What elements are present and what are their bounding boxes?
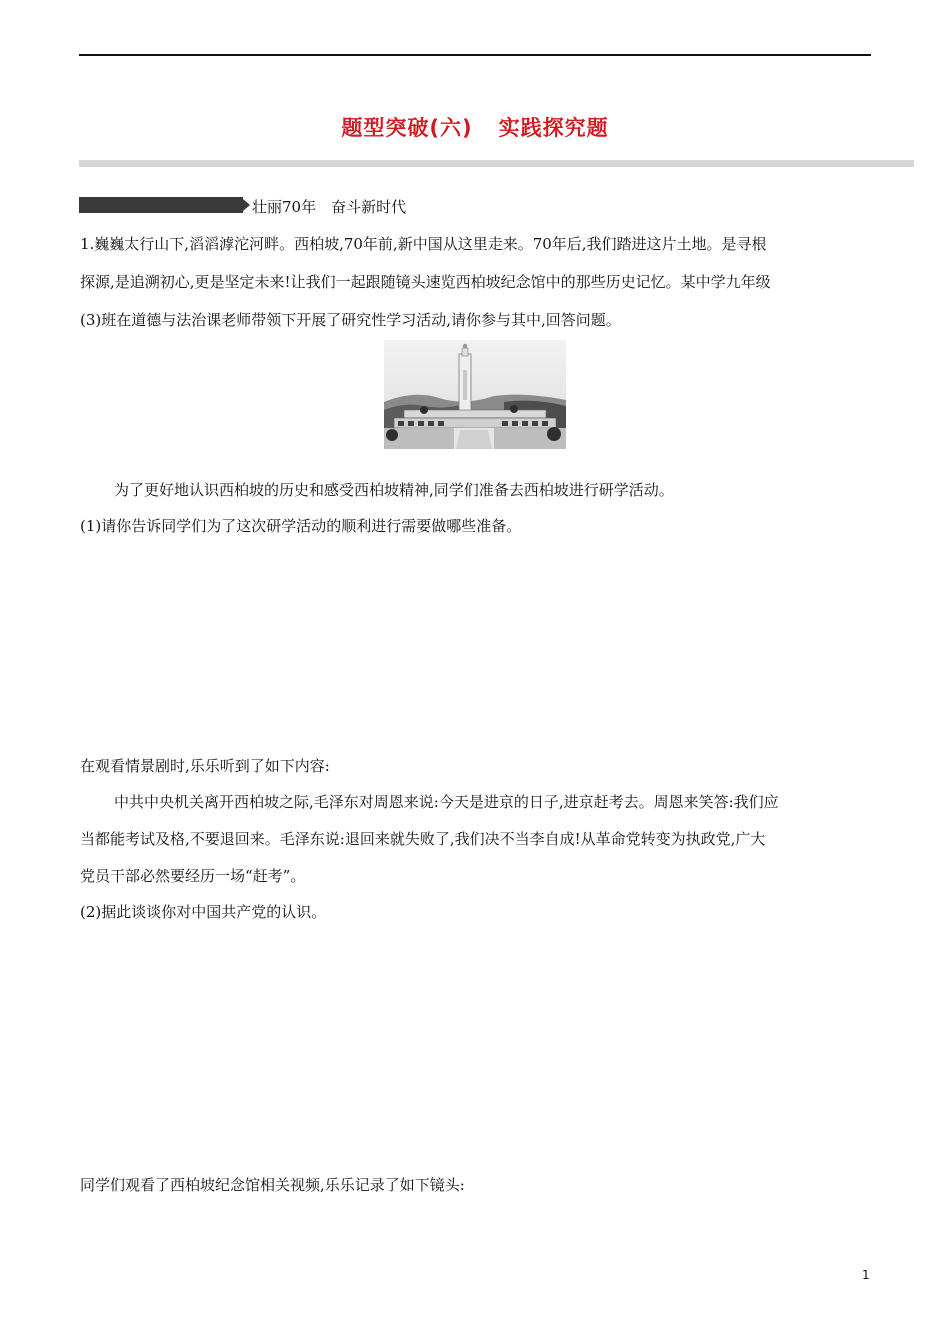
- question-1-intro-line-2: 探源,是追溯初心,更是坚定未来!让我们一起跟随镜头速览西柏坡纪念馆中的那些历史记忆。某中学九年级: [80, 273, 771, 291]
- title-part-2: 实践探究题: [498, 116, 609, 140]
- paragraph-preparation: 为了更好地认识西柏坡的历史和感受西柏坡精神,同学们准备去西柏坡进行研学活动。: [114, 481, 674, 499]
- section-marker-bar: [79, 197, 243, 213]
- question-1-intro-line-3: (3)班在道德与法治课老师带领下开展了研究性学习活动,请你参与其中,回答问题。: [80, 311, 621, 329]
- paragraph-story-line-2: 当都能考试及格,不要退回来。毛泽东说:退回来就失败了,我们决不当李自成!从革命党转变为执政党,广大: [80, 830, 766, 848]
- header-rule: [79, 54, 871, 56]
- section-marker-arrow-icon: [243, 199, 250, 211]
- paragraph-video-intro: 同学们观看了西柏坡纪念馆相关视频,乐乐记录了如下镜头:: [80, 1176, 465, 1194]
- title-part-1: 题型突破(六): [341, 116, 473, 140]
- title-underline-band: [79, 160, 914, 167]
- page-title: [0, 112, 950, 142]
- question-1-sub-2: (2)据此谈谈你对中国共产党的认识。: [80, 903, 327, 921]
- page-number: 1: [862, 1268, 870, 1282]
- xibaipo-memorial-photo: [384, 340, 566, 449]
- question-1-intro-line-1: 1.巍巍太行山下,滔滔滹沱河畔。西柏坡,70年前,新中国从这里走来。70年后,我们踏进这片土地。是寻根: [80, 235, 767, 253]
- paragraph-story-line-3: 党员干部必然要经历一场“赶考”。: [80, 867, 306, 885]
- paragraph-story-line-1: 中共中央机关离开西柏坡之际,毛泽东对周恩来说:今天是进京的日子,进京赶考去。周恩来笑答:我们应: [114, 793, 779, 811]
- question-1-sub-1: (1)请你告诉同学们为了这次研学活动的顺利进行需要做哪些准备。: [80, 517, 522, 535]
- section-heading: 壮丽70年 奋斗新时代: [252, 198, 407, 216]
- paragraph-play-intro: 在观看情景剧时,乐乐听到了如下内容:: [80, 757, 330, 775]
